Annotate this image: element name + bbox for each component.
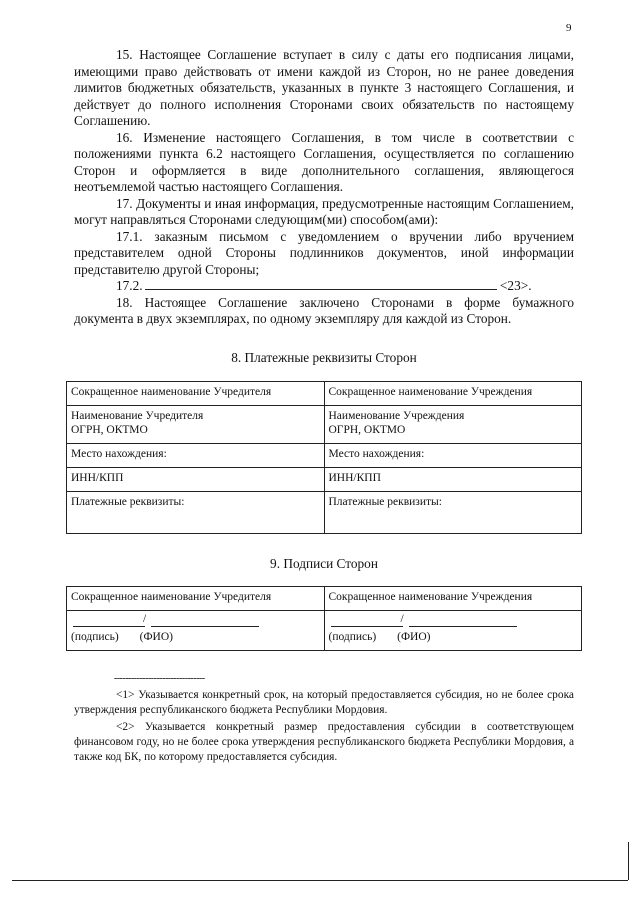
- founder-short-name-cell: Сокращенное наименование Учредителя: [67, 381, 325, 405]
- table-row: [67, 491, 582, 533]
- institution-signature-header: Сокращенное наименование Учреждения: [324, 586, 582, 610]
- table-row: [67, 610, 582, 650]
- paragraph-17-1: 17.1. заказным письмом с уведомлением о вручении либо вручением представителем одной Стороны подлинников документов, иной информации представителю другой Стороны;: [74, 228, 574, 277]
- founder-name-line: [151, 614, 259, 627]
- paragraph-16: 16. Изменение настоящего Соглашения, в том числе в соответствии с положениями пункта 6.2 настоящего Соглашения, осуществляется по соглашению Сторон и оформляется в виде дополнительного соглашения, являющегося неотъемлемой частью настоящего Соглашения.: [74, 129, 574, 194]
- footnote-1: <1> Указывается конкретный срок, на который предоставляется субсидия, но не более срока утверждения республиканского бюджета Республики Мордовия.: [74, 688, 574, 716]
- right-border-line: [628, 842, 629, 880]
- institution-inn-cell: ИНН/КПП: [324, 467, 582, 491]
- founder-slash: /: [143, 612, 147, 625]
- founder-inn-cell: ИНН/КПП: [67, 467, 325, 491]
- institution-slash: /: [400, 612, 404, 625]
- institution-sign-line: [331, 614, 403, 627]
- bottom-border-line: [12, 880, 628, 881]
- paragraph-17: 17. Документы и иная информация, предусмотренные настоящим Соглашением, могут направляться Сторонами следующим(ми) способом(ами):: [74, 195, 574, 227]
- paragraph-18: 18. Настоящее Соглашение заключено Сторонами в форме бумажного документа в двух экземплярах, по одному экземпляру для каждой из Сторон.: [74, 294, 574, 326]
- paragraph-17-2: 17.2. <23>.: [116, 278, 532, 293]
- table-row: [67, 405, 582, 443]
- founder-location-cell: Место нахождения:: [67, 443, 325, 467]
- institution-sign-label: (подпись): [328, 630, 377, 643]
- founder-sign-label: (подпись): [71, 630, 119, 643]
- section-8-title: 8. Платежные реквизиты Сторон: [231, 349, 417, 365]
- document-body: [71, 47, 574, 765]
- signatures-table: [66, 586, 582, 651]
- blank-fill-line: [145, 278, 497, 290]
- page-number: 9: [566, 22, 572, 34]
- institution-name-label: (ФИО): [397, 630, 431, 643]
- footnote-separator: --------------------------------: [114, 672, 205, 684]
- institution-name-cell: Наименование Учреждения ОГРН, ОКТМО: [324, 405, 582, 443]
- institution-short-name-cell: Сокращенное наименование Учреждения: [324, 381, 582, 405]
- table-row: [67, 443, 582, 467]
- founder-sign-line: [73, 614, 145, 627]
- paragraph-15: 15. Настоящее Соглашение вступает в силу с даты его подписания лицами, имеющими право действовать от имени каждой из Сторон, но не ранее доведения лимитов бюджетных обязательств, указанных в пункте 3 настоящего Соглашения, и действует до полного исполнения Сторонами своих обязательств по настоящему Соглашению.: [74, 47, 574, 128]
- table-row: [67, 467, 582, 491]
- founder-name-cell: Наименование Учредителя ОГРН, ОКТМО: [67, 405, 325, 443]
- institution-payment-cell: Платежные реквизиты:: [324, 491, 582, 533]
- payment-details-table: [66, 381, 582, 534]
- founder-name-label: (ФИО): [139, 630, 173, 643]
- institution-name-line: [409, 614, 517, 627]
- founder-signature-header: Сокращенное наименование Учредителя: [67, 586, 325, 610]
- footnote-2: <2> Указывается конкретный размер предоставления субсидии в соответствующем финансовом году, но не более срока утверждения республиканского бюджета Республики Мордовия, а также код БК, по которому предоставляется субсидия.: [74, 720, 574, 763]
- institution-signature-cell: [324, 610, 582, 650]
- section-9-title: 9. Подписи Сторон: [270, 555, 378, 571]
- table-row: [67, 381, 582, 405]
- founder-payment-cell: Платежные реквизиты:: [67, 491, 325, 533]
- institution-location-cell: Место нахождения:: [324, 443, 582, 467]
- table-row: [67, 586, 582, 610]
- founder-signature-cell: [67, 610, 325, 650]
